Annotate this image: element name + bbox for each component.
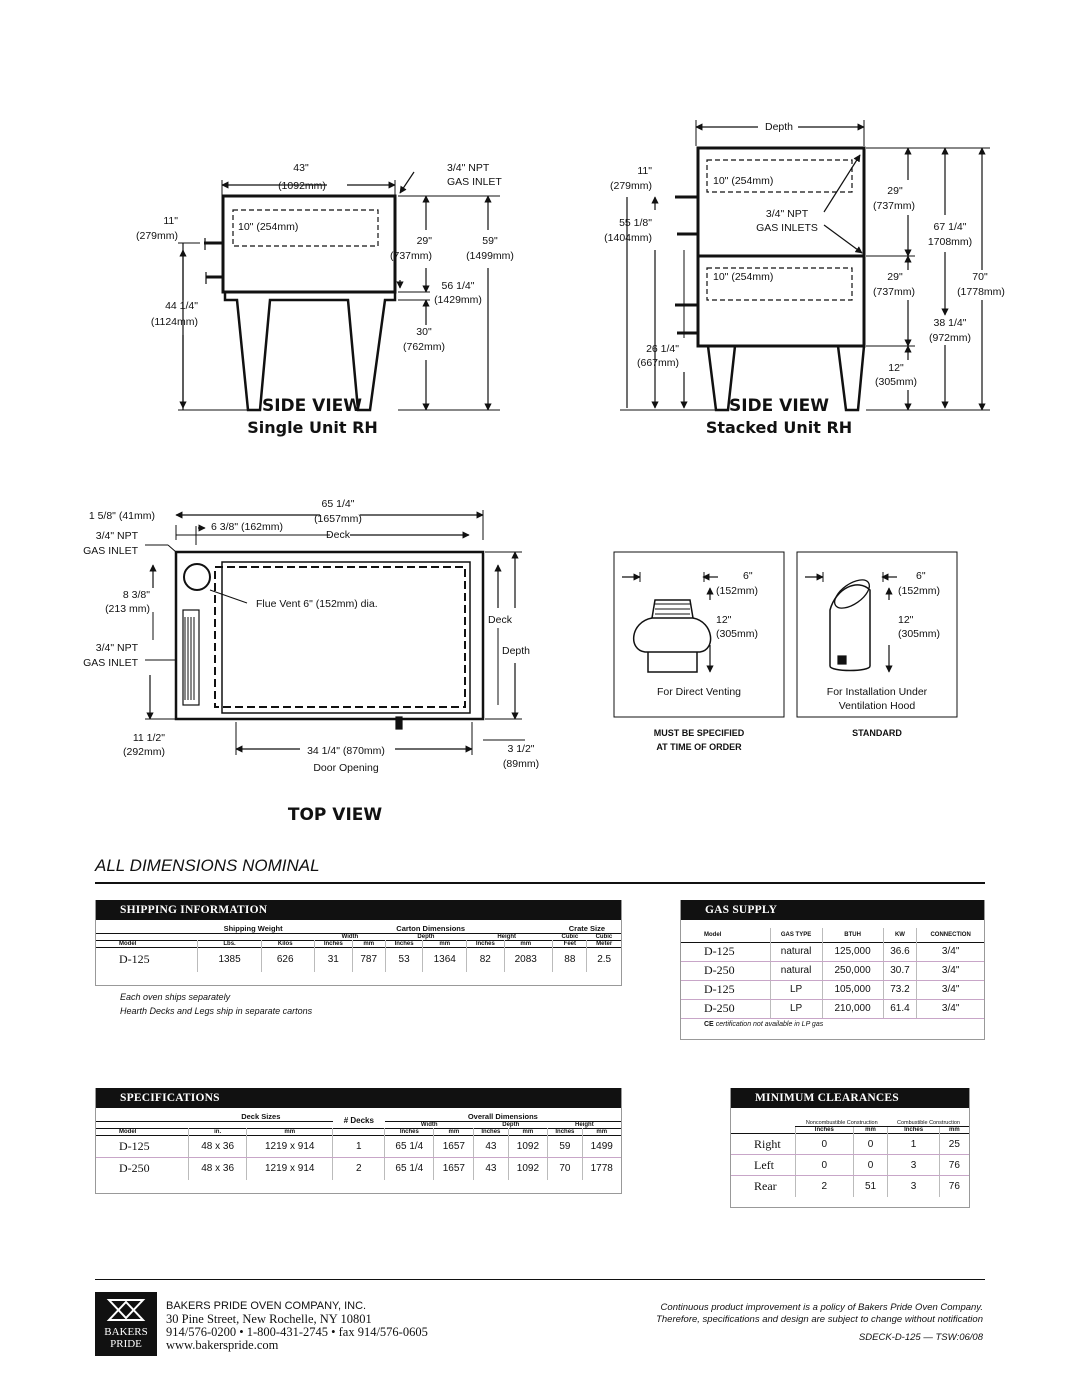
specifications-title: SPECIFICATIONS [96, 1088, 621, 1108]
top-flue-label: Flue Vent 6" (152mm) dia. [256, 598, 378, 610]
vent-hood-caption-1: For Installation Under [826, 686, 928, 698]
table-row [681, 980, 984, 999]
table-cell: 1499 [582, 1136, 621, 1158]
spec-depth-in-col: Inches [474, 1129, 508, 1136]
clear-side: Right [731, 1134, 796, 1155]
notice-block [656, 1302, 983, 1326]
stacked-inner-top: 10" (254mm) [713, 175, 774, 187]
single-11-mm: (279mm) [135, 230, 178, 242]
top-638: 6 3/8" (162mm) [211, 521, 284, 533]
vent-hood-h-mm: (305mm) [898, 628, 941, 640]
table-cell: 787 [352, 948, 385, 972]
table-cell: 3/4" [917, 999, 984, 1018]
table-cell: 59 [548, 1136, 582, 1158]
table-cell: 1364 [423, 948, 467, 972]
table-cell: 0 [796, 1134, 854, 1155]
single-11-in: 11" [163, 215, 178, 227]
gas-model: D-250 [681, 999, 770, 1018]
table-cell: 36.6 [883, 942, 917, 961]
gas-ce-note: certification not available in LP gas [715, 1020, 824, 1028]
table-cell: 30.7 [883, 961, 917, 980]
shipping-carton-header: Carton Dimensions [315, 924, 547, 934]
stacked-side-view-title: SIDE VIEW [728, 396, 830, 416]
top-112-in: 11 1/2" [132, 732, 165, 744]
stacked-26-mm: (667mm) [636, 357, 679, 369]
spec-mm-col: mm [247, 1129, 333, 1136]
single-59-mm: (1499mm) [466, 250, 514, 262]
vent-direct-h-mm: (305mm) [716, 628, 759, 640]
table-cell: 125,000 [822, 942, 883, 961]
stacked-11-in: 11" [637, 165, 652, 177]
table-cell: 73.2 [883, 980, 917, 999]
stacked-inlets-npt: 3/4" NPT [765, 208, 809, 220]
table-row [731, 1176, 969, 1197]
logo-line-1: BAKERS [104, 1326, 148, 1338]
single-29-mm: (737mm) [390, 250, 433, 262]
shipping-width-in-col: Inches [315, 941, 353, 948]
top-view-title: TOP VIEW [287, 805, 383, 825]
all-dimensions-nominal: ALL DIMENSIONS NOMINAL [95, 856, 320, 875]
table-cell: 53 [385, 948, 423, 972]
single-width-in: 43" [293, 162, 309, 174]
table-cell: 1 [333, 1136, 385, 1158]
table-cell: 2 [333, 1158, 385, 1180]
single-width-mm: (1092mm) [278, 180, 326, 192]
stacked-side-view-subtitle: Stacked Unit RH [705, 418, 853, 437]
stacked-67-mm: 1708mm) [927, 236, 973, 248]
table-row [96, 948, 621, 972]
company-phones: 914/576-0200 • 1-800-431-2745 • fax 914/576-0605 [166, 1325, 428, 1339]
gas-type-col: GAS TYPE [770, 928, 822, 942]
top-inlet-2: GAS INLET [83, 657, 138, 669]
spec-in-col: in. [189, 1129, 247, 1136]
table-cell: 61.4 [883, 999, 917, 1018]
shipping-cubic-1: Cubic [561, 934, 579, 940]
table-cell: 65 1/4 [385, 1158, 434, 1180]
table-cell: 0 [796, 1155, 854, 1176]
clear-in-col-2: Inches [888, 1127, 939, 1134]
shipping-depth-in-col: Inches [385, 941, 423, 948]
single-inlet-npt: 3/4" NPT [447, 162, 490, 174]
single-44-mm: (1124mm) [150, 316, 198, 328]
company-website[interactable]: www.bakerspride.com [166, 1338, 279, 1352]
table-cell: 3 [888, 1155, 939, 1176]
gas-model: D-125 [681, 980, 770, 999]
stacked-70-mm: (1778mm) [957, 286, 1005, 298]
top-npt-1: 3/4" NPT [95, 530, 138, 542]
table-cell: 1657 [434, 1158, 474, 1180]
stacked-26-in: 26 1/4" [646, 343, 679, 355]
table-cell: 76 [939, 1176, 969, 1197]
shipping-width-mm-col: mm [352, 941, 385, 948]
table-cell: 250,000 [822, 961, 883, 980]
gas-btuh-col: BTUH [822, 928, 883, 942]
gas-model-col: Model [704, 931, 722, 938]
top-view-drawing [145, 510, 525, 755]
table-cell: 1657 [434, 1136, 474, 1158]
notice-line-1: Continuous product improvement is a policy of Bakers Pride Oven Company. [660, 1302, 983, 1313]
section-divider-bottom [95, 1279, 985, 1280]
vent-direct-caption: For Direct Venting [656, 686, 742, 698]
spec-decks-header: # Decks [343, 1115, 374, 1125]
company-name: BAKERS PRIDE OVEN COMPANY, INC. [166, 1300, 367, 1312]
stacked-38-mm: (972mm) [928, 332, 971, 344]
table-row [681, 942, 984, 961]
table-cell: 3 [888, 1176, 939, 1197]
table-cell: natural [770, 961, 822, 980]
gas-connection-col: CONNECTION [917, 928, 984, 942]
stacked-29a-in: 29" [887, 185, 903, 197]
top-65-in: 65 1/4" [321, 498, 355, 510]
stacked-inner-bottom: 10" (254mm) [713, 271, 774, 283]
spec-depth-subheader: Depth [502, 1122, 520, 1128]
table-cell: 48 x 36 [189, 1136, 247, 1158]
clear-mm-col-2: mm [939, 1127, 969, 1134]
specifications-panel [95, 1088, 622, 1194]
ce-mark-icon: CE [704, 1020, 714, 1028]
spec-depth-mm-col: mm [508, 1129, 548, 1136]
table-cell: 2083 [504, 948, 547, 972]
vent-direct-w-in: 6" [743, 570, 753, 582]
shipping-note-2: Hearth Decks and Legs ship in separate cartons [120, 1006, 313, 1016]
shipping-model: D-125 [119, 952, 150, 967]
shipping-panel [95, 900, 622, 986]
stacked-67-in: 67 1/4" [933, 221, 967, 233]
top-838-in: 8 3/8" [122, 589, 150, 601]
top-65-mm: (1657mm) [314, 513, 362, 525]
top-158: 1 5/8" (41mm) [88, 510, 155, 522]
stacked-11-mm: (279mm) [609, 180, 652, 192]
table-cell: 88 [553, 948, 587, 972]
vent-direct-w-mm: (152mm) [716, 585, 759, 597]
table-cell: 70 [548, 1158, 582, 1180]
single-56-mm: (1429mm) [434, 294, 482, 306]
top-838-mm: (213 mm) [105, 603, 150, 615]
clear-side: Left [731, 1155, 796, 1176]
table-row [96, 1158, 621, 1180]
stacked-12-mm: (305mm) [874, 376, 917, 388]
table-row [681, 999, 984, 1018]
table-cell: 3/4" [917, 980, 984, 999]
spec-height-in-col: Inches [548, 1129, 582, 1136]
table-cell: 65 1/4 [385, 1136, 434, 1158]
table-cell: 1219 x 914 [247, 1136, 333, 1158]
bakers-pride-logo [95, 1292, 157, 1356]
spec-width-subheader: Width [420, 1122, 438, 1128]
shipping-cubic-2: Cubic [595, 934, 613, 940]
vent-direct-h-in: 12" [716, 614, 732, 626]
table-cell: 1092 [508, 1136, 548, 1158]
spec-model: D-125 [96, 1136, 189, 1158]
table-cell: 31 [315, 948, 353, 972]
top-door-label: Door Opening [313, 762, 379, 774]
stacked-29b-mm: (737mm) [872, 286, 915, 298]
top-inlet-1: GAS INLET [83, 545, 138, 557]
spec-overall-header: Overall Dimensions [385, 1112, 621, 1122]
shipping-lbs-col: Lbs. [198, 941, 262, 948]
single-side-view-subtitle: Single Unit RH [247, 418, 378, 437]
clear-noncomb-header: Noncombustible Construction [796, 1120, 888, 1127]
table-cell: 210,000 [822, 999, 883, 1018]
top-112-mm: (292mm) [122, 746, 165, 758]
table-cell: 3/4" [917, 942, 984, 961]
gas-kw-col: KW [883, 928, 917, 942]
shipping-note-1: Each oven ships separately [120, 992, 231, 1002]
logo-text [95, 1326, 157, 1350]
table-row [731, 1155, 969, 1176]
table-cell: 2 [796, 1176, 854, 1197]
shipping-feet-col: Feet [553, 941, 587, 948]
top-deck-right: Deck [488, 614, 512, 626]
gas-ce-note-row [681, 1019, 984, 1028]
table-cell: 82 [467, 948, 505, 972]
vent-hood-tag: STANDARD [852, 728, 902, 738]
table-cell: 76 [939, 1155, 969, 1176]
shipping-weight-header: Shipping Weight [198, 924, 309, 934]
section-divider-top [95, 882, 985, 884]
stacked-12-in: 12" [888, 362, 904, 374]
single-30-mm: (762mm) [402, 341, 445, 353]
shipping-height-in-col: Inches [467, 941, 505, 948]
shipping-height-subheader: Height [497, 934, 516, 940]
stacked-29b-in: 29" [887, 271, 903, 283]
top-312-in: 3 1/2" [507, 743, 535, 755]
shipping-width-subheader: Width [341, 934, 359, 940]
single-29-in: 29" [416, 235, 432, 247]
vent-hood-h-in: 12" [898, 614, 914, 626]
shipping-kilos-col: Kilos [261, 941, 308, 948]
table-cell: 48 x 36 [189, 1158, 247, 1180]
table-cell: 43 [474, 1136, 508, 1158]
spec-width-in-col: Inches [385, 1129, 434, 1136]
doc-code: SDECK-D-125 — TSW:06/08 [858, 1332, 983, 1343]
shipping-depth-subheader: Depth [417, 934, 435, 940]
stacked-38-in: 38 1/4" [933, 317, 967, 329]
spec-height-subheader: Height [575, 1122, 594, 1128]
table-cell: 1092 [508, 1158, 548, 1180]
stacked-55-in: 55 1/8" [619, 217, 652, 229]
notice-line-2: Therefore, specifications and design are subject to change without notification [656, 1314, 983, 1325]
vent-direct-tag-2: AT TIME OF ORDER [656, 742, 742, 752]
clearances-panel [730, 1088, 970, 1208]
table-cell: LP [770, 999, 822, 1018]
spec-deck-sizes-header: Deck Sizes [189, 1112, 333, 1122]
table-cell: 51 [853, 1176, 888, 1197]
clear-side: Rear [754, 1178, 777, 1193]
table-cell: 25 [939, 1134, 969, 1155]
table-cell: 0 [853, 1134, 888, 1155]
stacked-depth-label: Depth [764, 121, 794, 133]
company-address: 30 Pine Street, New Rochelle, NY 10801 [166, 1312, 372, 1326]
clearances-title: MINIMUM CLEARANCES [731, 1088, 969, 1108]
vent-hood-caption-2: Ventilation Hood [838, 700, 916, 712]
gas-supply-panel [680, 900, 985, 1040]
table-cell: 0 [853, 1155, 888, 1176]
table-cell: 1 [888, 1134, 939, 1155]
company-block [166, 1300, 428, 1352]
table-row [681, 961, 984, 980]
shipping-model-col: Model [119, 941, 137, 947]
table-row [96, 1136, 621, 1158]
table-cell: 1219 x 914 [247, 1158, 333, 1180]
table-cell: LP [770, 980, 822, 999]
top-deck-top: Deck [326, 529, 350, 541]
single-44-in: 44 1/4" [165, 300, 198, 312]
single-inner-height: 10" (254mm) [238, 221, 299, 233]
single-59-in: 59" [482, 235, 498, 247]
stacked-29a-mm: (737mm) [872, 200, 915, 212]
stacked-inlets-label: GAS INLETS [756, 222, 818, 234]
vent-hood-w-mm: (152mm) [898, 585, 941, 597]
single-inlet-label: GAS INLET [447, 176, 502, 188]
shipping-meter-col: Meter [587, 941, 621, 948]
spec-height-mm-col: mm [582, 1129, 621, 1136]
top-depth-right: Depth [501, 645, 531, 657]
gas-model: D-125 [681, 942, 770, 961]
single-30-in: 30" [416, 326, 432, 338]
shipping-height-mm-col: mm [504, 941, 547, 948]
clear-in-col-1: Inches [796, 1127, 854, 1134]
table-cell: 1778 [582, 1158, 621, 1180]
gas-supply-title: GAS SUPPLY [681, 900, 984, 920]
vent-direct-tag-1: MUST BE SPECIFIED [653, 728, 745, 738]
top-door-width: 34 1/4" (870mm) [307, 745, 385, 757]
single-side-view-title: SIDE VIEW [261, 396, 363, 416]
table-cell: 2.5 [587, 948, 621, 972]
logo-line-2: PRIDE [110, 1338, 142, 1350]
table-cell: 1385 [198, 948, 262, 972]
single-56-in: 56 1/4" [441, 280, 475, 292]
table-cell: 626 [261, 948, 308, 972]
shipping-depth-mm-col: mm [423, 941, 467, 948]
gas-model: D-250 [681, 961, 770, 980]
table-cell: 105,000 [822, 980, 883, 999]
stacked-70-in: 70" [972, 271, 988, 283]
clear-comb-header: Combustible Construction [888, 1120, 969, 1127]
top-npt-2: 3/4" NPT [95, 642, 138, 654]
table-cell: 3/4" [917, 961, 984, 980]
shipping-title: SHIPPING INFORMATION [96, 900, 621, 920]
spec-width-mm-col: mm [434, 1129, 474, 1136]
clear-mm-col-1: mm [853, 1127, 888, 1134]
stacked-55-mm: (1404mm) [604, 232, 652, 244]
top-312-mm: (89mm) [502, 758, 540, 770]
shipping-crate-header: Crate Size [553, 924, 621, 934]
vent-hood-w-in: 6" [916, 570, 926, 582]
spec-model: D-250 [119, 1161, 150, 1176]
table-cell: natural [770, 942, 822, 961]
spec-model-col: Model [119, 1129, 137, 1135]
table-cell: 43 [474, 1158, 508, 1180]
table-row [731, 1134, 969, 1155]
